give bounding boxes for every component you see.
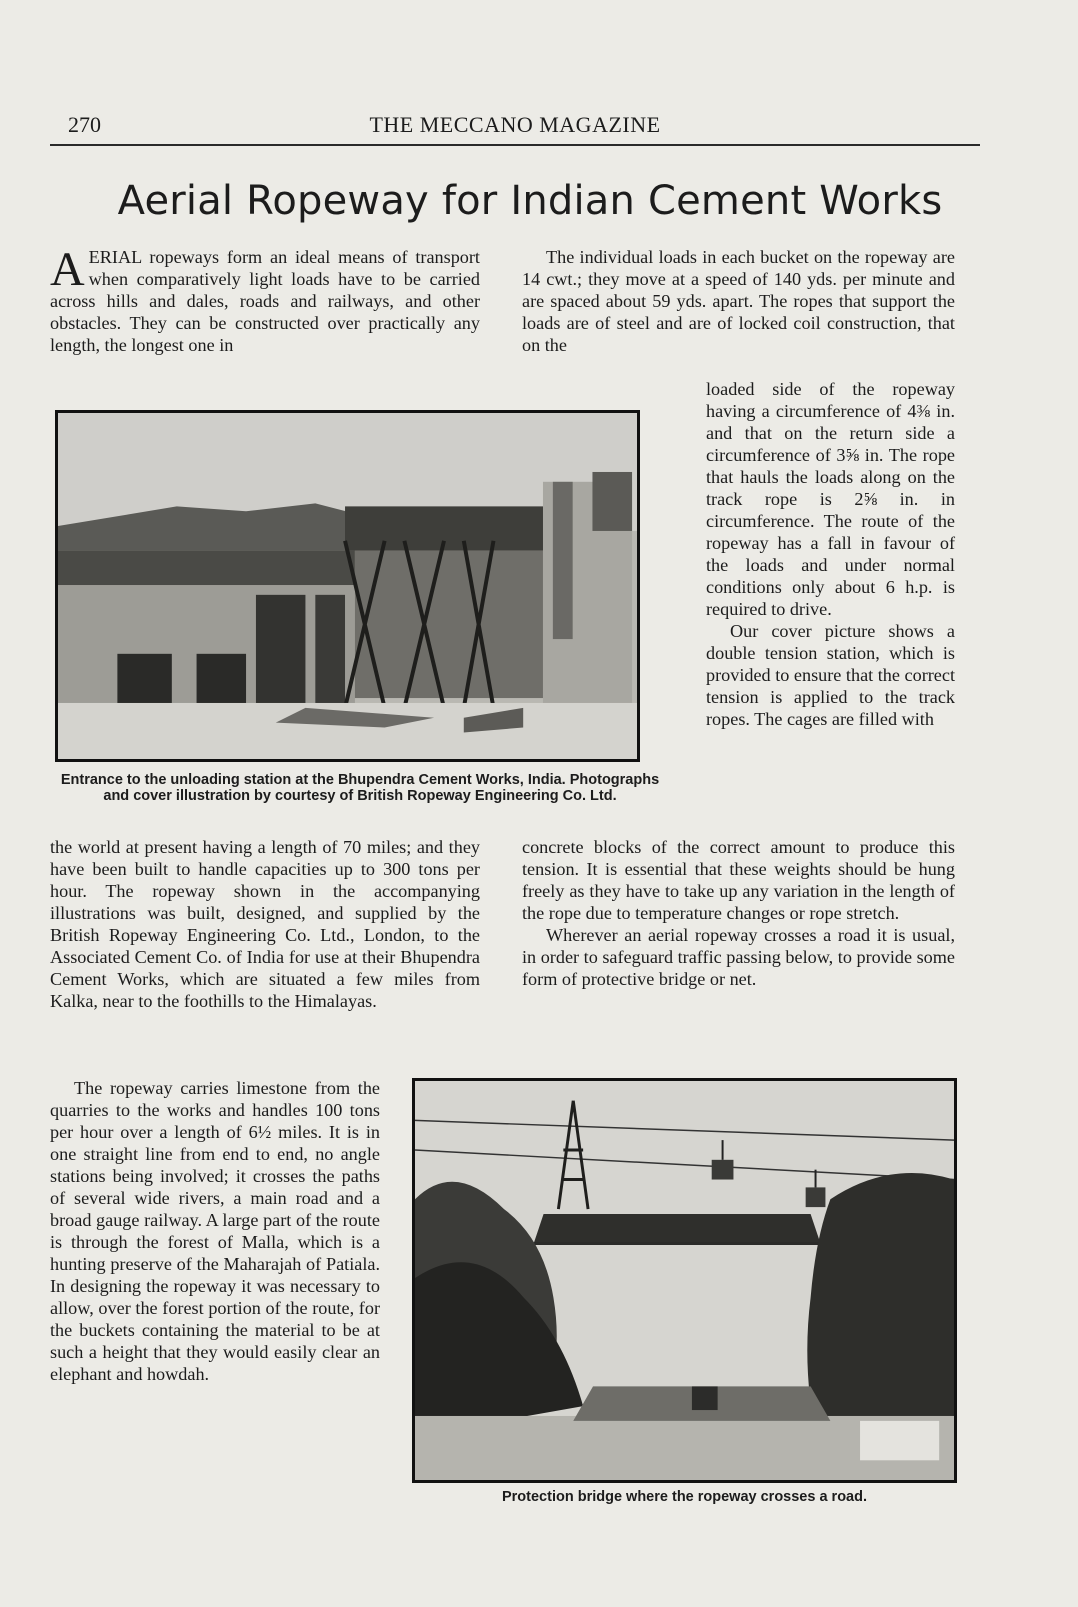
article-title: Aerial Ropeway for Indian Cement Works — [117, 178, 943, 224]
page-number: 270 — [68, 112, 101, 137]
unloading-station-caption: Entrance to the unloading station at the Bhupendra Cement Works, India. Photographs and cover illustration by courtesy of British Ropeway Engineering Co. Ltd. — [60, 772, 660, 804]
column2-top-text: The individual loads in each bucket on the ropeway are 14 cwt.; they move at a speed of 140 yds. per minute and are spaced about 59 yds. apart. The ropes that support the loads are of steel and are of locked coil construction, that on the — [522, 247, 955, 355]
page-header — [50, 110, 980, 146]
protection-bridge-image — [415, 1081, 954, 1480]
protection-bridge-photo — [412, 1078, 957, 1483]
column2-top — [522, 246, 955, 356]
protection-bridge-caption: Protection bridge where the ropeway crosses a road. — [501, 1489, 868, 1505]
column2-narrow-p2: Our cover picture shows a double tension station, which is provided to ensure that the correct tension is applied to the track ropes. The cages are filled with — [706, 621, 955, 729]
column2-bottom-p2: concrete blocks of the correct amount to produce this tension. It is essential that these weights should be hung freely as they have to take up any variation in the length of the rope due to temperature changes or rope stretch. — [522, 837, 955, 923]
column2-bottom-p3: Wherever an aerial ropeway crosses a road it is usual, in order to safeguard traffic passing below, to provide some form of protective bridge or net. — [522, 925, 955, 989]
column1-middle-text: the world at present having a length of 70 miles; and they have been built to handle capacities up to 300 tons per hour. The ropeway shown in the accompanying illustrations was built, designed, and supplied by the British Ropeway Engineering Co. Ltd., London, to the Associated Cement Co. of India for use at their Bhupendra Cement Works, which are situated a few miles from Kalka, near to the foothills to the Himalayas. — [50, 837, 480, 1011]
column1-intro — [50, 243, 480, 356]
column2-bottom — [522, 836, 955, 990]
drop-cap: A — [50, 243, 85, 296]
column2-narrow — [706, 378, 955, 730]
intro-text: ERIAL ropeways form an ideal means of transport when comparatively light loads have to be carried across hills and dales, roads and railways, and other obstacles. They can be constructed over practically any length, the longest one in — [50, 247, 480, 355]
column1-middle — [50, 836, 480, 1012]
column1-bottom-text: The ropeway carries limestone from the quarries to the works and handles 100 tons per hour over a length of 6½ miles. It is in one straight line from end to end, no angle stations being involved; it crosses the paths of several wide rivers, a main road and a broad gauge railway. A large part of the route is through the forest of Malla, which is a hunting preserve of the Maharajah of Patiala. In designing the ropeway it was necessary to allow, over the forest portion of the route, for the buckets containing the material to be at such a height that they would easily clear an elephant and howdah. — [50, 1078, 380, 1384]
column2-narrow-p1: loaded side of the ropeway having a circumference of 4⅜ in. and that on the return side a circumference of 3⅝ in. The rope that hauls the loads along on the track rope is 2⅝ in. in circumference. The route of the ropeway has a fall in favour of the loads and under normal conditions only about 6 h.p. is required to drive. — [706, 379, 955, 619]
column1-bottom — [50, 1077, 380, 1385]
unloading-station-photo — [55, 410, 640, 762]
unloading-station-image — [58, 413, 637, 759]
magazine-title: THE MECCANO MAGAZINE — [369, 112, 661, 137]
